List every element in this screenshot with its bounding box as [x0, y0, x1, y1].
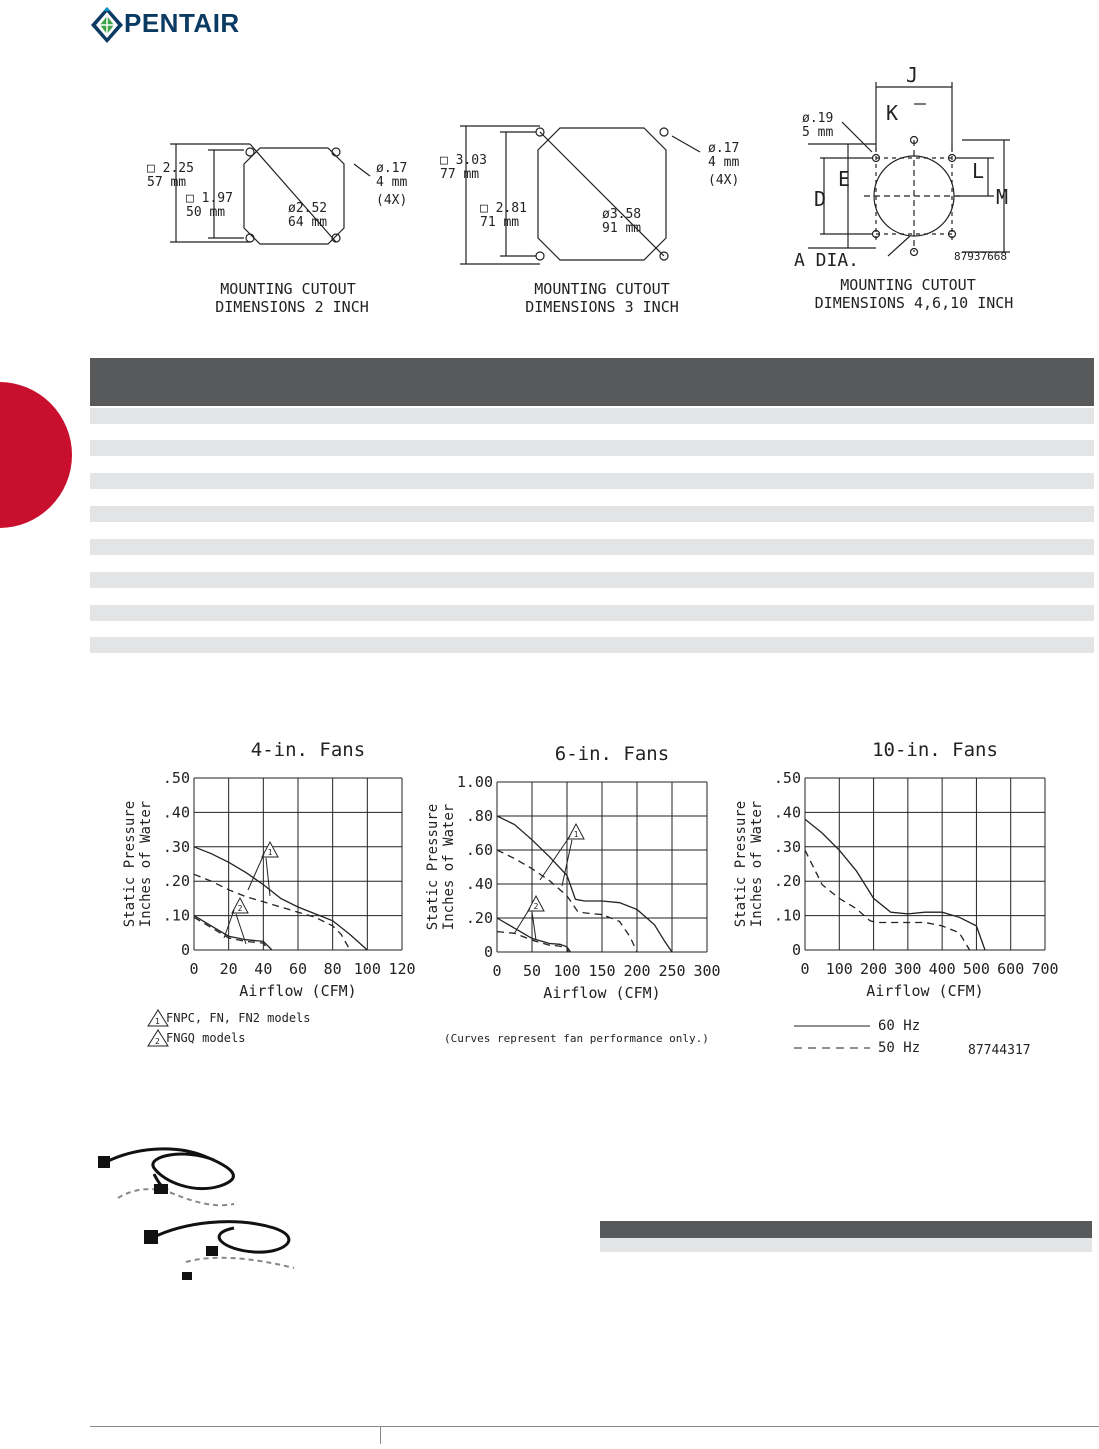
x-tick-label: 300	[894, 960, 922, 978]
annotation-label: 1	[573, 830, 579, 839]
x-tick-label: 0	[189, 960, 199, 978]
annotation-label: 2	[533, 902, 539, 911]
annotation-leader	[514, 908, 530, 934]
x-tick-label: 0	[492, 962, 502, 980]
svg-text:FNGQ models: FNGQ models	[166, 1031, 246, 1045]
brand-name: PENTAIR	[124, 8, 240, 38]
x-tick-label: 700	[1031, 960, 1059, 978]
chart-4in-fans	[122, 739, 416, 1000]
legend-60hz-label: 60 Hz	[878, 1018, 921, 1034]
chart-title: 4-in. Fans	[250, 739, 366, 761]
y-tick-label: .50	[773, 769, 801, 787]
table-row	[90, 408, 1094, 424]
svg-text:E: E	[838, 167, 851, 191]
svg-text:MOUNTING CUTOUT: MOUNTING CUTOUT	[220, 280, 356, 298]
y-tick-label: .20	[162, 872, 190, 891]
svg-text:50 mm: 50 mm	[186, 205, 226, 220]
svg-text:M: M	[996, 185, 1009, 209]
x-tick-label: 40	[254, 960, 273, 978]
x-tick-label: 200	[623, 962, 651, 980]
section-tab	[0, 382, 72, 528]
series-line	[194, 874, 350, 950]
y-tick-label: 1.00	[456, 773, 493, 791]
x-tick-label: 300	[693, 962, 721, 980]
y-axis-label: Static Pressure	[425, 803, 441, 931]
svg-text:ø.17: ø.17	[376, 161, 408, 176]
power-cord-image	[94, 1138, 314, 1288]
y-tick-label: .10	[773, 906, 801, 925]
svg-text:D: D	[814, 187, 827, 211]
y-tick-label: .30	[773, 837, 801, 856]
svg-text:MOUNTING CUTOUT: MOUNTING CUTOUT	[534, 280, 670, 298]
table-row	[90, 605, 1094, 621]
svg-text:□ 2.81: □ 2.81	[480, 201, 527, 216]
y-tick-label: .20	[773, 872, 801, 891]
table-header	[90, 358, 1094, 406]
chart-title: 6-in. Fans	[554, 743, 670, 765]
table-row	[90, 506, 1094, 522]
svg-text:ø.17: ø.17	[708, 141, 740, 156]
y-tick-label: .50	[162, 769, 190, 787]
y-axis-label: Inches of Water	[749, 800, 765, 928]
svg-text:J: J	[906, 63, 919, 87]
x-tick-label: 120	[388, 960, 416, 978]
svg-text:K: K	[886, 101, 899, 125]
y-tick-label: 0	[180, 941, 190, 959]
y-tick-label: 0	[791, 941, 801, 959]
x-tick-label: 0	[800, 960, 810, 978]
annotation-leader	[532, 912, 536, 940]
x-tick-label: 150	[588, 962, 616, 980]
series-line	[805, 850, 970, 950]
y-axis-label: Static Pressure	[122, 800, 138, 928]
annotation-leader	[266, 858, 270, 896]
svg-text:91 mm: 91 mm	[602, 221, 642, 236]
chart-6in-fans	[425, 743, 721, 1002]
annotation-label: 1	[267, 848, 273, 857]
svg-text:57 mm: 57 mm	[147, 175, 187, 190]
svg-text:ø2.52: ø2.52	[288, 201, 328, 216]
y-tick-label: .30	[162, 837, 190, 856]
table-row	[90, 572, 1094, 588]
x-tick-label: 80	[323, 960, 342, 978]
legend-note-2	[148, 1030, 245, 1046]
x-tick-label: 250	[658, 962, 686, 980]
table-row	[90, 440, 1094, 456]
series-line	[497, 932, 568, 952]
legend-note-1	[148, 1010, 311, 1026]
svg-text:DIMENSIONS 3 INCH: DIMENSIONS 3 INCH	[525, 298, 679, 316]
pentair-diamond-icon	[90, 6, 124, 44]
y-tick-label: .40	[773, 803, 801, 822]
svg-text:71 mm: 71 mm	[480, 215, 520, 230]
svg-text:DIMENSIONS 2 INCH: DIMENSIONS 2 INCH	[215, 298, 369, 316]
annotation-leader	[248, 854, 264, 890]
svg-text:(4X): (4X)	[376, 193, 408, 208]
series-line	[194, 916, 272, 950]
footer-divider	[380, 1426, 381, 1444]
x-tick-label: 500	[962, 960, 990, 978]
svg-text:□ 3.03: □ 3.03	[440, 153, 487, 168]
x-axis-label: Airflow (CFM)	[543, 984, 661, 1002]
y-axis-label: Inches of Water	[138, 800, 154, 928]
chart-drawing-number: 87744317	[968, 1043, 1031, 1058]
svg-text:5 mm: 5 mm	[802, 125, 834, 140]
x-tick-label: 400	[928, 960, 956, 978]
chart-title: 10-in. Fans	[872, 739, 998, 761]
svg-text:4 mm: 4 mm	[376, 175, 408, 190]
x-tick-label: 100	[553, 962, 581, 980]
svg-text:64 mm: 64 mm	[288, 215, 328, 230]
svg-text:FNPC, FN, FN2 models: FNPC, FN, FN2 models	[166, 1011, 311, 1025]
y-tick-label: .20	[465, 909, 493, 927]
x-tick-label: 100	[353, 960, 381, 978]
y-tick-label: .60	[465, 841, 493, 859]
y-tick-label: .40	[465, 875, 493, 893]
y-tick-label: .40	[162, 803, 190, 822]
svg-text:ø.19: ø.19	[802, 111, 834, 126]
x-tick-label: 600	[997, 960, 1025, 978]
fan-performance-charts	[0, 730, 1099, 1070]
y-tick-label: .10	[162, 906, 190, 925]
y-tick-label: .80	[465, 807, 493, 825]
y-tick-label: 0	[483, 943, 493, 961]
legend-50hz-label: 50 Hz	[878, 1040, 921, 1056]
chart-10in-fans	[733, 739, 1059, 1000]
svg-text:MOUNTING CUTOUT: MOUNTING CUTOUT	[840, 276, 976, 294]
table-row	[90, 637, 1094, 653]
svg-text:77 mm: 77 mm	[440, 167, 480, 182]
svg-text:ø3.58: ø3.58	[602, 207, 642, 222]
x-tick-label: 20	[219, 960, 238, 978]
chart-note: (Curves represent fan performance only.)	[444, 1032, 709, 1045]
annotation-label: 2	[237, 904, 243, 913]
svg-text:□ 2.25: □ 2.25	[147, 161, 194, 176]
svg-text:L: L	[972, 159, 985, 183]
svg-text:(4X): (4X)	[708, 173, 740, 188]
small-table-header	[600, 1221, 1092, 1238]
table-row	[90, 539, 1094, 555]
series-line	[805, 819, 985, 950]
x-tick-label: 50	[522, 962, 542, 980]
x-tick-label: 200	[860, 960, 888, 978]
footer-rule	[90, 1426, 1099, 1427]
y-axis-label: Inches of Water	[441, 803, 457, 931]
svg-text:1: 1	[155, 1017, 160, 1026]
svg-text:2: 2	[155, 1037, 160, 1046]
svg-text:□ 1.97: □ 1.97	[186, 191, 233, 206]
x-tick-label: 100	[825, 960, 853, 978]
svg-text:A DIA.: A DIA.	[794, 250, 860, 271]
small-table-row	[600, 1238, 1092, 1252]
y-axis-label: Static Pressure	[733, 800, 749, 928]
table-row	[90, 473, 1094, 489]
x-tick-label: 60	[288, 960, 308, 978]
mounting-cutout-drawings	[0, 60, 1099, 320]
svg-text:4 mm: 4 mm	[708, 155, 740, 170]
svg-text:87937668: 87937668	[954, 250, 1007, 263]
x-axis-label: Airflow (CFM)	[239, 982, 357, 1000]
svg-text:DIMENSIONS 4,6,10 INCH: DIMENSIONS 4,6,10 INCH	[814, 294, 1014, 312]
x-axis-label: Airflow (CFM)	[866, 982, 984, 1000]
